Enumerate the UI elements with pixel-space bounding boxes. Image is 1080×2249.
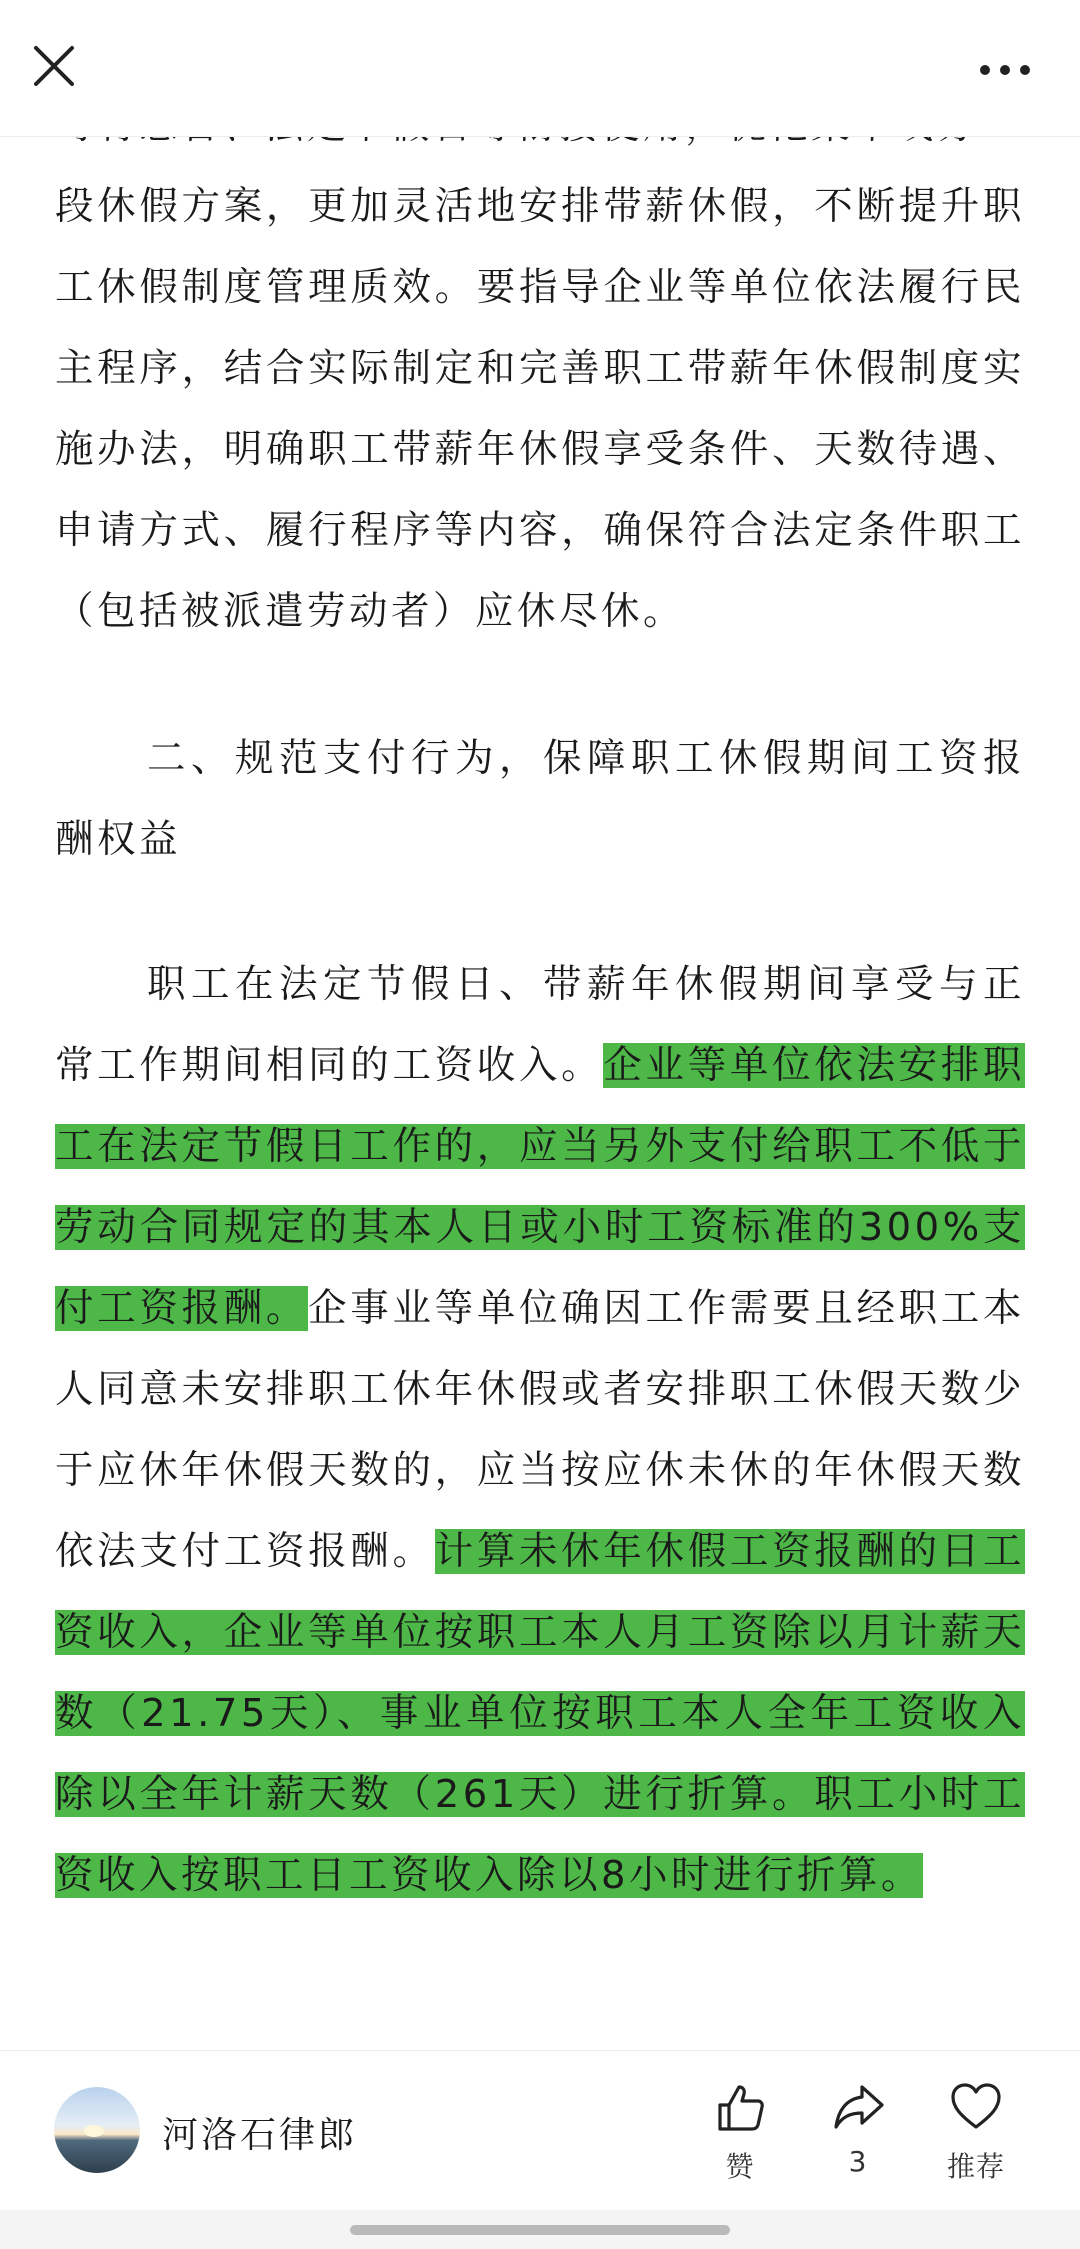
author-name[interactable]: 河洛石律郎 [162, 2115, 358, 2156]
thumbs-up-icon [712, 2079, 768, 2135]
share-count: 3 [848, 2145, 868, 2178]
recommend-label: 推荐 [946, 2150, 1005, 2183]
close-button[interactable] [30, 42, 78, 90]
highlighted-text: 计算未休年休假工资报酬的日工资收入，企业等单位按职工本人月工资除以月计薪天数（21.75天）、事业单位按职工本人全年工资收入除以全年计薪天数（261天）进行折算。职工小时工资收入按职工日工资收入除以8小时进行折算。 [55, 1529, 1025, 1898]
highlighted-text: 企业等单位依法安排职工在法定节假日工作的，应当另外支付给职工不低于劳动合同规定的其本人日或小时工资标准的300%支付工资报酬。 [55, 1043, 1025, 1331]
more-button[interactable] [975, 50, 1035, 90]
close-icon [30, 42, 78, 90]
heart-icon [948, 2079, 1004, 2135]
article-paragraph-wages [55, 944, 1025, 1916]
body-text: 职工在法定节假日、带薪年休假期间享受与正常工作期间相同的工资收入。 [55, 962, 1025, 1088]
recommend-button[interactable] [926, 2079, 1026, 2189]
home-indicator[interactable] [350, 2225, 730, 2235]
bottom-action-bar [0, 2050, 1080, 2211]
avatar[interactable] [54, 2087, 140, 2173]
body-text: 企事业等单位确因工作需要且经职工本人同意未安排职工休年休假或者安排职工休假天数少于应休年休假天数的，应当按应休未休的年休假天数依法支付工资报酬。 [55, 1286, 1025, 1574]
section-heading: 二、规范支付行为，保障职工休假期间工资报酬权益 [55, 736, 1025, 862]
article-paragraph-intro: 段休假方案，更加灵活地安排带薪休假，不断提升职工休假制度管理质效。要指导企业等单位依法履行民主程序，结合实际制定和完善职工带薪年休假制度实施办法，明确职工带薪年休假享受条件、天数待遇、申请方式、履行程序等内容，确保符合法定条件职工（包括被派遣劳动者）应休尽休。 [55, 184, 1025, 634]
like-button[interactable] [690, 2079, 790, 2189]
like-label: 赞 [725, 2150, 755, 2183]
top-nav-bar [0, 0, 1080, 137]
home-indicator-area [0, 2210, 1080, 2249]
share-arrow-icon [830, 2079, 886, 2135]
more-dots-icon [975, 50, 1035, 90]
share-button[interactable] [808, 2079, 908, 2189]
